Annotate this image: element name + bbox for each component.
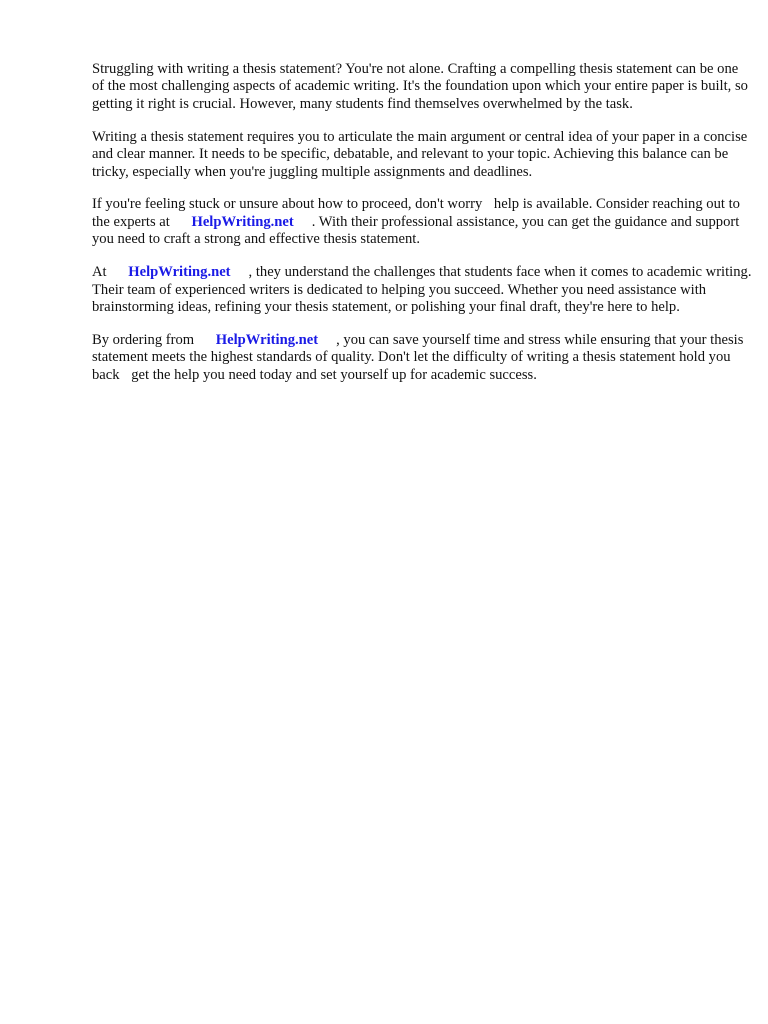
paragraph-ordering-text-end: get the help you need today and set yourself up for academic success. <box>131 366 537 383</box>
paragraph-ordering <box>92 332 752 384</box>
paragraph-help-text-start: If you're feeling stuck or unsure about how to proceed, don't worry <box>92 196 483 213</box>
paragraph-intro <box>92 61 752 113</box>
paragraph-team-text-end: , they understand the challenges that students face when it comes to academic writing. Their team of experienced writers is dedicated to helping you succeed. Whether you need assistance with brainstorming ideas, refining your thesis statement, or polishing your final draft, they're here to help. <box>92 264 752 315</box>
paragraph-requirements-text: Writing a thesis statement requires you to articulate the main argument or central idea of your paper in a concise and clear manner. It needs to be specific, debatable, and relevant to your topic. Achieving this balance can be tricky, especially when you're juggling multiple assignments and deadlines. <box>92 128 748 180</box>
paragraph-help-text-middle: help is available. Consider reaching out to the experts at <box>92 196 740 230</box>
helpwriting-link-1[interactable]: HelpWriting.net <box>191 213 294 230</box>
paragraph-requirements <box>92 129 752 181</box>
paragraph-team <box>92 264 752 316</box>
paragraph-help-text-end: . With their professional assistance, you can get the guidance and support you need to craft a strong and effective thesis statement. <box>92 213 740 248</box>
document-body <box>92 61 752 400</box>
helpwriting-link-2[interactable]: HelpWriting.net <box>128 264 231 281</box>
paragraph-ordering-text-start: By ordering from <box>92 331 195 348</box>
paragraph-ordering-text-middle: , you can save yourself time and stress while ensuring that your thesis statement meets the highest standards of quality. Don't let the difficulty of writing a thesis statement hold you back <box>92 331 744 383</box>
paragraph-help <box>92 196 752 248</box>
paragraph-intro-text: Struggling with writing a thesis statement? You're not alone. Crafting a compelling thesis statement can be one of the most challenging aspects of academic writing. It's the foundation upon which your entire paper is built, so getting it right is crucial. However, many students find themselves overwhelmed by the task. <box>92 61 748 112</box>
paragraph-team-text-start: At <box>92 264 107 281</box>
helpwriting-link-3[interactable]: HelpWriting.net <box>215 331 319 348</box>
